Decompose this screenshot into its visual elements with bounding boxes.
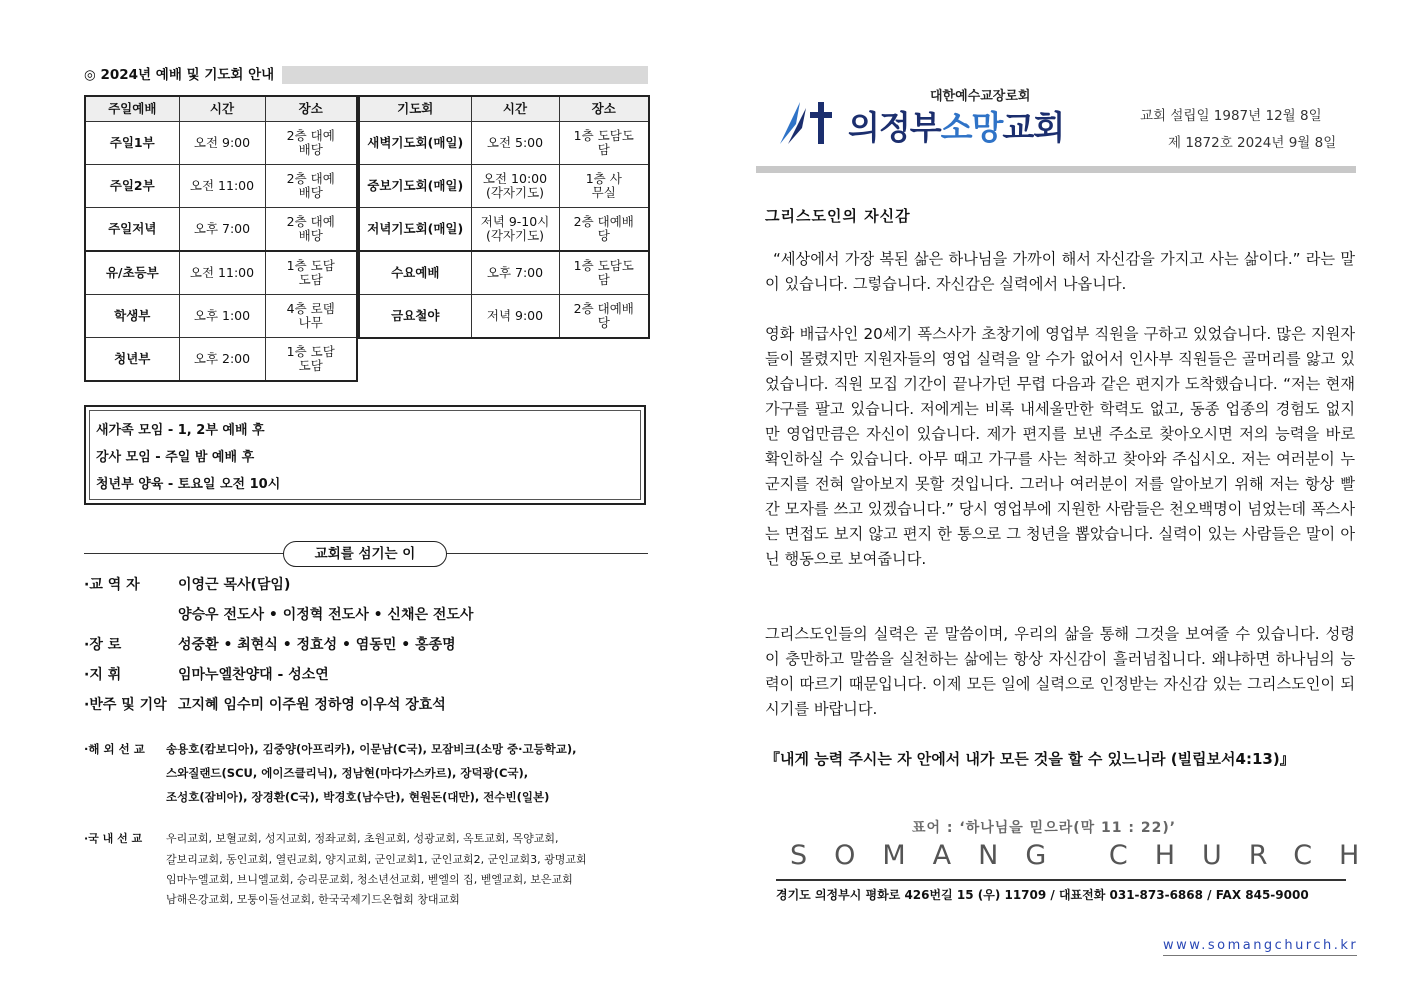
- missions-line: 조성호(잠비아), 장경환(C국), 박경호(남수단), 현원돈(대만), 전수빈(일본): [166, 790, 550, 804]
- worship-schedule-table: [84, 95, 358, 382]
- service-time: 저녁 9-10시 (각자기도): [471, 208, 559, 252]
- staff-label: ·반주 및 기악: [84, 697, 167, 713]
- notice-line: 청년부 양육 - 토요일 오전 10시: [96, 477, 281, 492]
- church-name: [848, 102, 1064, 149]
- bible-verse: 『내게 능력 주시는 자 안에서 내가 모든 것을 할 수 있느니라 (빌립보서4:13)』: [765, 750, 1295, 768]
- table-header-row: [85, 96, 357, 122]
- service-name: 학생부: [85, 295, 179, 338]
- table-row: [85, 208, 357, 252]
- service-time: 오후 7:00: [179, 208, 265, 252]
- staff-value: 이영근 목사(담임): [178, 577, 291, 593]
- service-name: 청년부: [85, 338, 179, 382]
- church-name-part: 의정부: [848, 108, 941, 147]
- domestic-missions-row: [84, 830, 558, 846]
- service-name: 금요철야: [359, 295, 471, 339]
- table-row: [359, 165, 649, 208]
- service-place: 4층 로뎀나무: [265, 295, 357, 338]
- missions-line: 스와질랜드(SCU, 에이즈클리닉), 정남현(마다가스카르), 장덕광(C국),: [166, 766, 529, 780]
- table-row: [85, 295, 357, 338]
- missions-label: ·해 외 선 교: [84, 742, 145, 756]
- overseas-missions-row: [84, 741, 577, 757]
- website-link[interactable]: www.somangchurch.kr: [1163, 938, 1359, 953]
- staff-row: [84, 664, 329, 684]
- link-underline: [1163, 955, 1357, 956]
- church-logo-icon: [778, 96, 840, 148]
- denomination: 대한예수교장로회: [930, 89, 1031, 104]
- notice-line: 새가족 모임 - 1, 2부 예배 후: [96, 423, 265, 438]
- staff-row: [84, 574, 290, 594]
- domestic-line: 우리교회, 보혈교회, 성지교회, 정좌교회, 초원교회, 성광교회, 옥토교회, 목양교회,: [166, 832, 559, 845]
- service-name: 중보기도회(매일): [359, 165, 471, 208]
- service-time: 저녁 9:00: [471, 295, 559, 339]
- service-place: 1층 도담도담: [559, 122, 649, 165]
- service-place: 2층 대예배당: [559, 295, 649, 339]
- table-row: [85, 165, 357, 208]
- service-place: 1층 사무실: [559, 165, 649, 208]
- service-time: 오후 2:00: [179, 338, 265, 382]
- issue-number: 제 1872호 2024년 9월 8일: [1168, 135, 1337, 151]
- column-header: 장소: [559, 96, 649, 122]
- staff-value: 성중환 • 최현식 • 정효성 • 염동민 • 홍종명: [178, 637, 456, 653]
- service-name: 주일1부: [85, 122, 179, 165]
- service-name: 저녁기도회(매일): [359, 208, 471, 252]
- service-name: 주일2부: [85, 165, 179, 208]
- schedule-section-header: [84, 66, 648, 84]
- staff-label: ·지 휘: [84, 667, 122, 683]
- founded-date: 교회 설립일 1987년 12월 8일: [1140, 108, 1322, 124]
- service-time: 오전 11:00: [179, 165, 265, 208]
- service-place: 2층 대예배당: [265, 165, 357, 208]
- service-name: 새벽기도회(매일): [359, 122, 471, 165]
- staff-row: [84, 694, 446, 714]
- staff-label: ·교 역 자: [84, 577, 140, 593]
- table-row: [85, 251, 357, 295]
- article-paragraph: “세상에서 가장 복된 삶은 하나님을 가까이 해서 자신감을 가지고 사는 삶이다.” 라는 말이 있습니다. 그렇습니다. 자신감은 실력에서 나옵니다.: [765, 250, 1355, 293]
- service-time: 오전 5:00: [471, 122, 559, 165]
- service-place: 1층 도담도담: [265, 251, 357, 295]
- service-place: 2층 대예배당: [265, 208, 357, 252]
- article-title: 그리스도인의 자신감: [765, 207, 911, 225]
- service-name: 유/초등부: [85, 251, 179, 295]
- domestic-label: ·국 내 선 교: [84, 832, 143, 845]
- table-row: [359, 122, 649, 165]
- schedule-title: ◎ 2024년 예배 및 기도회 안내: [84, 66, 282, 84]
- staff-value: 임마누엘찬양대 - 성소연: [178, 667, 329, 683]
- service-time: 오후 7:00: [471, 251, 559, 295]
- service-place: 1층 도담도담: [559, 251, 649, 295]
- column-header: 장소: [265, 96, 357, 122]
- prayer-schedule-table: [358, 95, 650, 339]
- church-motto: 표어 : ‘하나님을 믿으라(막 11 : 22)’: [912, 820, 1177, 836]
- service-place: 2층 대예배당: [265, 122, 357, 165]
- column-header: 주일예배: [85, 96, 179, 122]
- notice-line: 강사 모임 - 주일 밤 예배 후: [96, 450, 255, 465]
- domestic-line: 갈보리교회, 동인교회, 열린교회, 양지교회, 군인교회1, 군인교회2, 군인교회3, 광명교회: [166, 853, 587, 866]
- staff-label: ·장 로: [84, 637, 122, 653]
- missions-line: 송용호(캄보디아), 김중양(아프리카), 이문남(C국), 모잠비크(소망 중·고등학교),: [166, 742, 577, 756]
- column-header: 기도회: [359, 96, 471, 122]
- brand-wordmark: SOMANG CHURCH: [790, 840, 1387, 871]
- footer-divider: [776, 879, 1346, 881]
- header-divider: [756, 166, 1356, 173]
- table-row: [359, 208, 649, 252]
- notice-box: [84, 405, 646, 505]
- column-header: 시간: [179, 96, 265, 122]
- service-time: 오전 9:00: [179, 122, 265, 165]
- article-paragraph: 그리스도인들의 실력은 곧 말씀이며, 우리의 삶을 통해 그것을 보여줄 수 있습니다. 성령이 충만하고 말씀을 실천하는 삶에는 항상 자신감이 흘러넘칩니다. 왜냐하면 하나님의 능력이 따르기 때문입니다. 이제 모든 일에 실력으로 인정받는 자신감 있는 그리스도인이 되시기를 바랍니다.: [765, 625, 1355, 718]
- domestic-line: 남해은강교회, 모퉁이돌선교회, 한국국제기드온협회 창대교회: [166, 893, 460, 906]
- service-name: 수요예배: [359, 251, 471, 295]
- servants-title: 교회를 섬기는 이: [283, 541, 447, 567]
- article-paragraph: 영화 배급사인 20세기 폭스사가 초창기에 영업부 직원을 구하고 있었습니다. 많은 지원자들이 몰렸지만 지원자들의 영업 실력을 알 수가 없어서 인사부 직원들은 골머리를 앓고 있었습니다. 직원 모집 기간이 끝나가던 무렵 다음과 같은 편지가 도착했습니다. “저는 현재 가구를 팔고 있습니다. 저에게는 비록 내세울만한 학력도 없고, 동종 업종의 경험도 없지만 영업만큼은 자신이 있습니다. 제가 편지를 보낸 주소로 찾아오시면 저의 능력을 바로 확인하실 수 있습니다. 아무 때고 가구를 사는 척하고 찾아와 주십시오. 저는 여러분이 누군지를 전혀 알아보지 못할 것입니다. 그러나 여러분이 저를 알아보기 위해 저는 항상 빨간 모자를 쓰고 있겠습니다.” 당시 영업부에 지원한 사람들은 천오백명이 넘었는데 폭스사는 면접도 보지 않고 편지 한 통으로 그 청년을 뽑았습니다. 실력이 있는 사람들은 말이 아닌 행동으로 보여줍니다.: [765, 325, 1355, 568]
- table-row: [85, 122, 357, 165]
- church-name-part: 교회: [1002, 108, 1065, 147]
- service-time: 오전 10:00 (각자기도): [471, 165, 559, 208]
- church-address: 경기도 의정부시 평화로 426번길 15 (우) 11709 / 대표전화 031-873-6868 / FAX 845-9000: [776, 888, 1309, 902]
- service-time: 오전 11:00: [179, 251, 265, 295]
- staff-value: 양승우 전도사 • 이정혁 전도사 • 신채은 전도사: [178, 607, 474, 623]
- church-name-part: 소망: [940, 108, 1003, 147]
- staff-row: [84, 634, 456, 654]
- staff-value: 고지혜 임수미 이주원 정하영 이우석 장효석: [178, 697, 446, 713]
- table-row: [359, 251, 649, 295]
- service-name: 주일저녁: [85, 208, 179, 252]
- staff-row: [84, 604, 473, 624]
- domestic-line: 임마누엘교회, 브니엘교회, 승리문교회, 청소년선교회, 벧엘의 집, 벧엘교회, 보은교회: [166, 873, 573, 886]
- table-row: [85, 338, 357, 382]
- service-time: 오후 1:00: [179, 295, 265, 338]
- column-header: 시간: [471, 96, 559, 122]
- table-header-row: [359, 96, 649, 122]
- service-place: 2층 대예배당: [559, 208, 649, 252]
- service-place: 1층 도담도담: [265, 338, 357, 382]
